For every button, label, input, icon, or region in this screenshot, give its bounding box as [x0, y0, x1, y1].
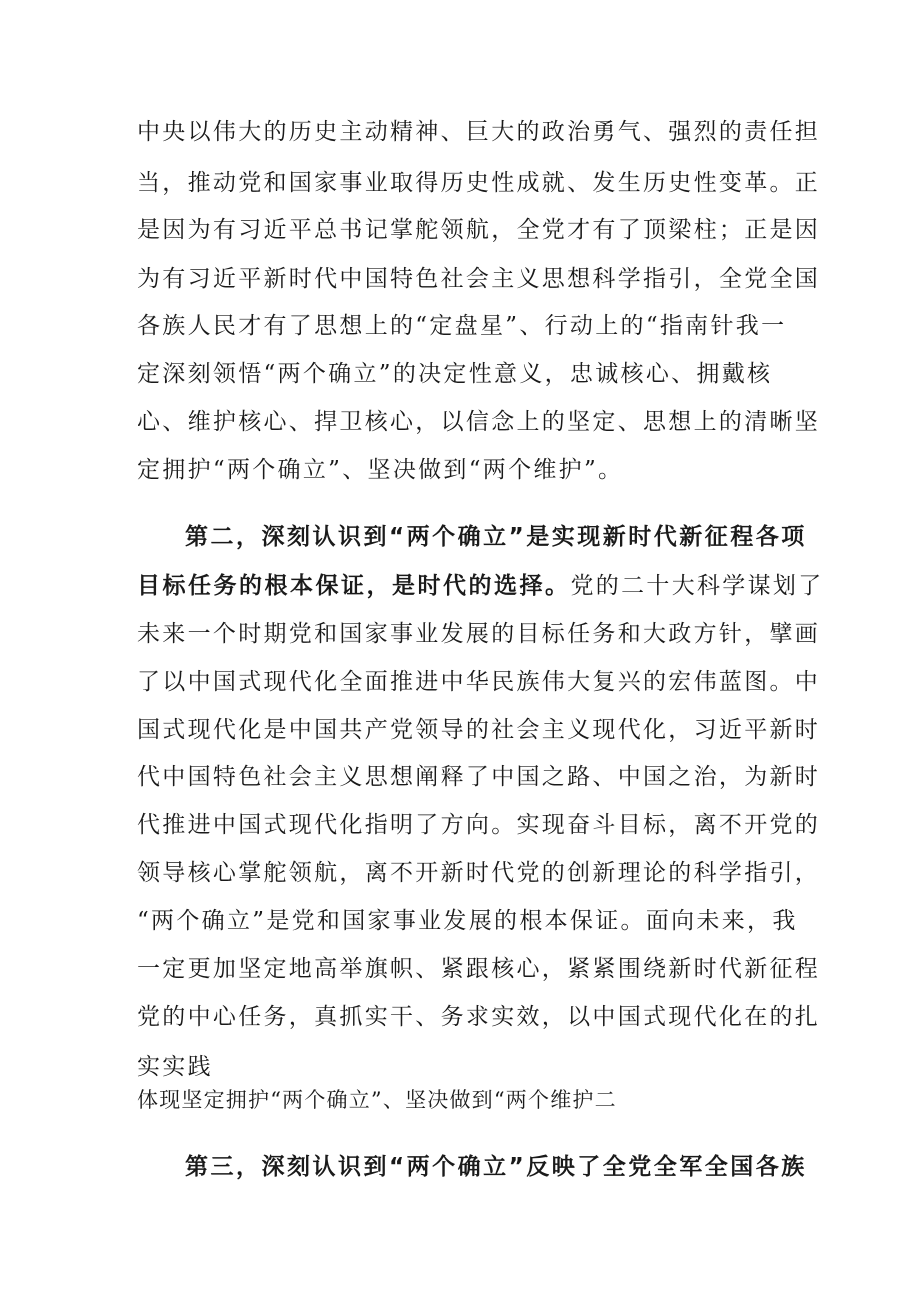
paragraph-1-line-1: 中央以伟大的历史主动精神、巨大的政治勇气、强烈的责任担: [137, 119, 821, 145]
paragraph-2-line-9: “两个确立”是党和国家事业发展的根本保证。面向未来，我: [137, 908, 798, 934]
paragraph-1-line-4: 为有习近平新时代中国特色社会主义思想科学指引，全党全国: [137, 266, 821, 292]
paragraph-2-line-2-body: 党的二十大科学谋划了: [570, 573, 824, 599]
paragraph-2-line-3: 未来一个时期党和国家事业发展的目标任务和大政方针，擘画: [137, 621, 821, 647]
paragraph-3-heading-line-1: 第三，深刻认识到“两个确立”反映了全党全军全国各族: [185, 1154, 807, 1180]
paragraph-1-line-3: 是因为有习近平总书记掌舵领航，全党才有了顶梁柱；正是因: [137, 217, 821, 243]
paragraph-2-line-5: 国式现代化是中国共产党领导的社会主义现代化，习近平新时: [137, 717, 821, 743]
paragraph-1-line-8: 定拥护“两个确立”、坚决做到“两个维护”。: [137, 457, 624, 483]
paragraph-1-line-6: 定深刻领悟“两个确立”的决定性意义，忠诚核心、拥戴核: [137, 361, 773, 387]
paragraph-2-line-2: [137, 571, 824, 601]
paragraph-2-line-11: 党的中心任务，真抓实干、务求实效，以中国式现代化在的扎: [137, 1004, 821, 1030]
paragraph-2-heading-line-1: 第二，深刻认识到“两个确立”是实现新时代新征程各项: [185, 524, 807, 550]
paragraph-2-line-12: 实实践: [137, 1054, 213, 1080]
paragraph-1-line-5: 各族人民才有了思想上的“定盘星”、行动上的“指南针我一: [137, 313, 787, 339]
paragraph-2-line-7: 代推进中国式现代化指明了方向。实现奋斗目标，离不开党的: [137, 812, 821, 838]
paragraph-2-line-13: 体现坚定拥护“两个确立”、坚决做到“两个维护二: [137, 1088, 617, 1112]
paragraph-2-heading-line-2: 目标任务的根本保证，是时代的选择。: [137, 573, 571, 599]
paragraph-2-line-10: 一定更加坚定地高举旗帜、紧跟核心，紧紧围绕新时代新征程: [137, 956, 821, 982]
paragraph-2-line-8: 领导核心掌舵领航，离不开新时代党的创新理论的科学指引，: [137, 860, 821, 886]
paragraph-1-line-7: 心、维护核心、捍卫核心，以信念上的坚定、思想上的清晰坚: [137, 409, 821, 435]
paragraph-2-line-4: 了以中国式现代化全面推进中华民族伟大复兴的宏伟蓝图。中: [137, 669, 821, 695]
paragraph-2-line-6: 代中国特色社会主义思想阐释了中国之路、中国之治，为新时: [137, 764, 821, 790]
paragraph-1-line-2: 当，推动党和国家事业取得历史性成就、发生历史性变革。正: [137, 170, 821, 196]
